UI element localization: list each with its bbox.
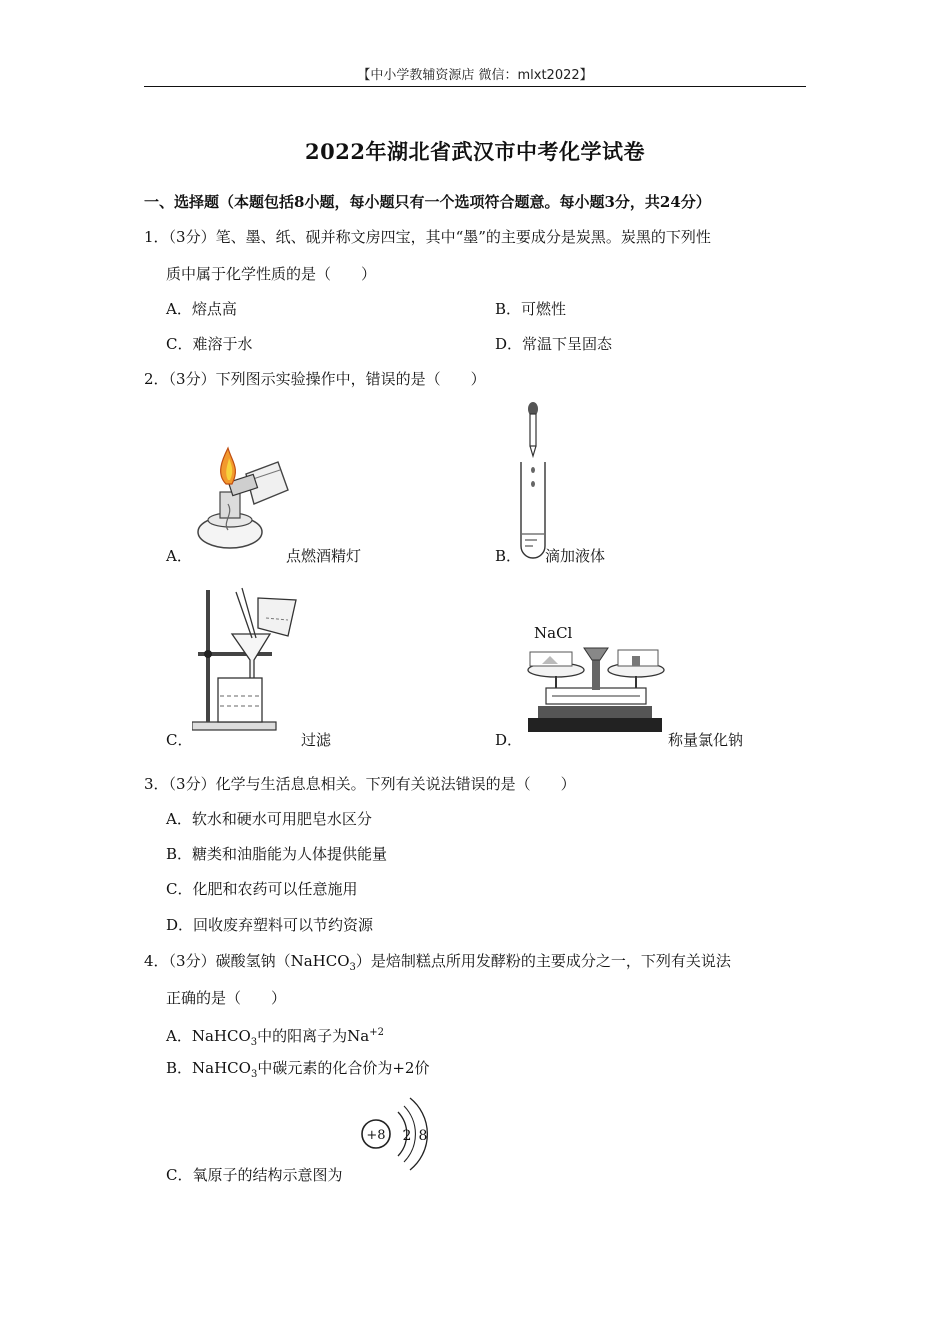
q1-stem-line1: 1．（3分）笔、墨、纸、砚并称文房四宝，其中“墨”的主要成分是炭黑。炭黑的下列性 (144, 228, 711, 246)
q4-stem-line2: 正确的是（ ） (166, 989, 287, 1007)
q2-option-a-letter: A． (166, 547, 192, 565)
q1-option-b: B．可燃性 (495, 300, 567, 318)
oxygen-atom-structure-diagram (358, 1090, 438, 1174)
q4-stem-line1: 4．（3分）碳酸氢钠（NaHCO$_3$）是焙制糕点所用发酵粉的主要成分之一，下列有关说法 (144, 952, 731, 973)
atom-shell-1-count: 2 (402, 1128, 412, 1144)
q2-option-c-letter: C． (166, 731, 193, 749)
atom-shell-2-count: 8 (418, 1128, 428, 1144)
q3-option-a: A．软水和硬水可用肥皂水区分 (166, 810, 372, 828)
q2-option-d-caption: 称量氯化钠 (668, 731, 744, 749)
q3-option-b: B．糖类和油脂能为人体提供能量 (166, 845, 388, 863)
q4-option-a: A．NaHCO$_3$中的阳离子为$Na^{+2}$ (166, 1027, 384, 1048)
dropper-test-tube-figure (513, 400, 553, 560)
q1-option-a: A．熔点高 (166, 300, 237, 318)
q1-stem-line2: 质中属于化学性质的是（ ） (166, 265, 377, 283)
q1-option-c: C．难溶于水 (166, 335, 253, 353)
q4-option-c: C．氧原子的结构示意图为 (166, 1166, 343, 1184)
alcohol-lamp-figure (188, 444, 298, 556)
q3-option-d: D．回收废弃塑料可以节约资源 (166, 916, 374, 934)
nacl-label: NaCl (534, 624, 573, 642)
filtration-figure (192, 586, 302, 732)
balance-weighing-figure (520, 618, 668, 736)
q2-option-c-caption: 过滤 (301, 731, 332, 749)
q2-option-a-caption: 点燃酒精灯 (286, 547, 362, 565)
q2-option-b-caption: 滴加液体 (545, 547, 606, 565)
header-divider (144, 86, 806, 87)
page-header: 【中小学教辅资源店 微信：mlxt2022】 (357, 68, 593, 83)
atom-nucleus-charge: +8 (366, 1128, 386, 1143)
section-heading: 一、选择题（本题包括8小题，每小题只有一个选项符合题意。每小题3分，共24分） (144, 193, 711, 211)
q2-stem: 2．（3分）下列图示实验操作中，错误的是（ ） (144, 370, 486, 388)
page-title: 2022年湖北省武汉市中考化学试卷 (305, 139, 645, 164)
q1-option-d: D．常温下呈固态 (495, 335, 613, 353)
q2-option-b-letter: B． (495, 547, 522, 565)
q3-stem: 3．（3分）化学与生活息息相关。下列有关说法错误的是（ ） (144, 775, 576, 793)
q3-option-c: C．化肥和农药可以任意施用 (166, 880, 358, 898)
q2-option-d-letter: D． (495, 731, 523, 749)
q4-option-b: B．NaHCO$_3$中碳元素的化合价为+2价 (166, 1059, 430, 1080)
